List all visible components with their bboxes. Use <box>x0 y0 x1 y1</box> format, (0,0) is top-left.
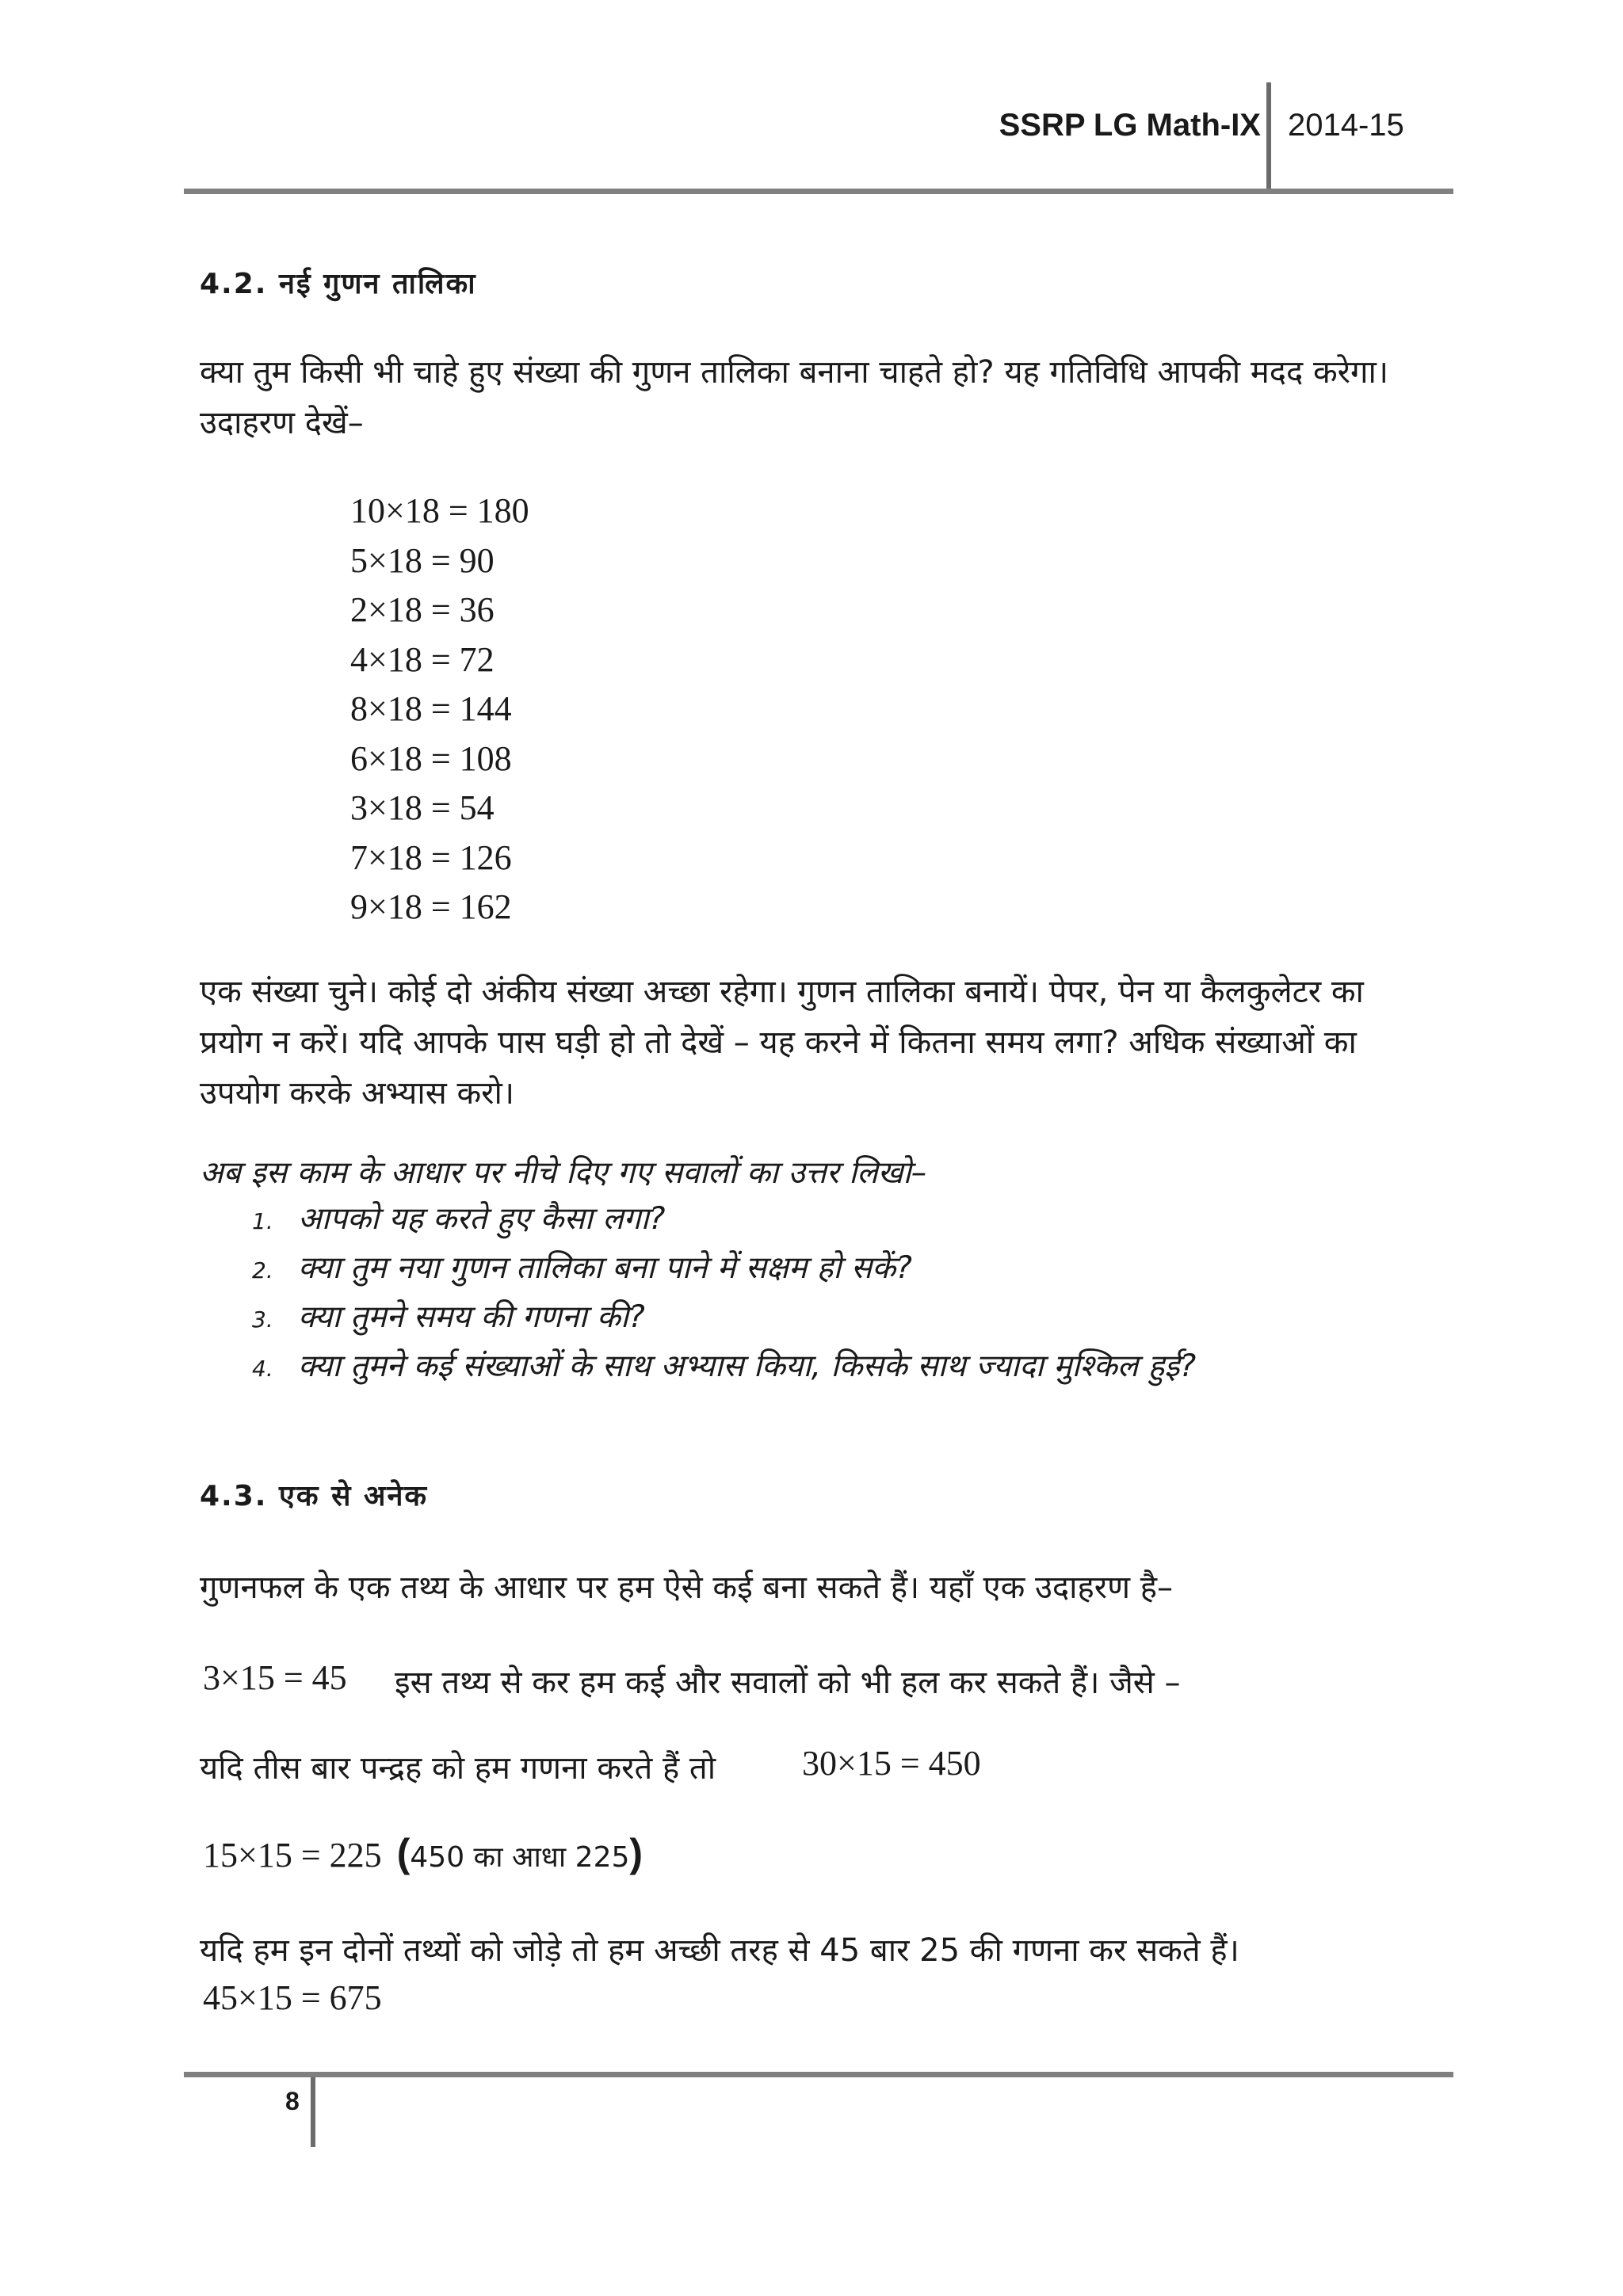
table-row: 6×18 = 108 <box>350 738 512 778</box>
question-text: आपको यह करते हुए कैसा लगा? <box>298 1201 666 1237</box>
fifteen-squared-equation: 15×15 = 225 <box>203 1836 382 1875</box>
question-text: क्या तुम नया गुणन तालिका बना पाने में सक्षम हो सकें? <box>298 1250 912 1286</box>
list-item <box>252 1244 1196 1293</box>
table-row: 4×18 = 72 <box>350 639 495 679</box>
thirty-times-text: यदि तीस बार पन्द्रह को हम गणना करते हैं तो <box>200 1750 716 1787</box>
header-rule <box>184 189 1453 194</box>
table-row: 2×18 = 36 <box>350 590 495 629</box>
questions-list <box>252 1195 1196 1391</box>
table-row: 8×18 = 144 <box>350 689 512 728</box>
question-number: 4. <box>252 1356 273 1382</box>
section-heading-4-3: 4.3. एक से अनेक <box>200 1480 429 1512</box>
thirty-times-equation: 30×15 = 450 <box>802 1744 981 1783</box>
table-row: 10×18 = 180 <box>350 491 529 530</box>
question-text: क्या तुमने कई संख्याओं के साथ अभ्यास किया, किसके साथ ज्यादा मुश्किल हुई? <box>298 1348 1197 1384</box>
section-4-2-instructions: एक संख्या चुने। कोई दो अंकीय संख्या अच्छा रहेगा। गुणन तालिका बनायें। पेपर, पेन या कैलकुलेटर का प्रयोग न करें। यदि आपके पास घड़ी हो तो देखें – यह करने में कितना समय लगा? अधिक संख्याओं का उपयोग करके अभ्यास करो। <box>200 974 1364 1112</box>
multiplication-table <box>350 486 529 933</box>
footer-divider <box>311 2077 315 2147</box>
fact-description: इस तथ्य से कर हम कई और सवालों को भी हल कर सकते हैं। जैसे – <box>395 1665 1181 1701</box>
list-item <box>252 1195 1196 1244</box>
page-number: 8 <box>285 2087 300 2115</box>
header-divider <box>1266 82 1271 193</box>
fact-equation: 3×15 = 45 <box>203 1658 347 1697</box>
section-4-2-intro: क्या तुम किसी भी चाहे हुए संख्या की गुणन तालिका बनाना चाहते हो? यह गतिविधि आपकी मदद करेगा। उदाहरण देखें– <box>200 354 1389 441</box>
combine-text: यदि हम इन दोनों तथ्यों को जोड़े तो हम अच्छी तरह से 45 बार 25 की गणना कर सकते हैं। <box>200 1932 1239 1969</box>
fifteen-squared-line <box>203 1830 643 1876</box>
question-number: 1. <box>252 1208 273 1234</box>
question-number: 3. <box>252 1306 273 1333</box>
fifteen-squared-note: 450 का आधा 225 <box>410 1841 630 1874</box>
header-title: SSRP LG Math-IX <box>999 108 1261 143</box>
section-4-3-intro: गुणनफल के एक तथ्य के आधार पर हम ऐसे कई बना सकते हैं। यहाँ एक उदाहरण है– <box>200 1569 1173 1606</box>
open-paren: ( <box>396 1831 411 1875</box>
close-paren: ) <box>629 1831 643 1875</box>
section-heading-4-2: 4.2. नई गुणन तालिका <box>200 268 477 300</box>
combine-equation: 45×15 = 675 <box>203 1978 382 2017</box>
header-year: 2014-15 <box>1288 108 1404 143</box>
table-row: 3×18 = 54 <box>350 788 495 827</box>
table-row: 9×18 = 162 <box>350 887 512 926</box>
questions-intro: अब इस काम के आधार पर नीचे दिए गए सवालों का उत्तर लिखो– <box>200 1155 927 1191</box>
footer-rule <box>184 2072 1453 2077</box>
list-item <box>252 1342 1196 1391</box>
question-text: क्या तुमने समय की गणना की? <box>298 1299 645 1335</box>
table-row: 5×18 = 90 <box>350 540 495 580</box>
table-row: 7×18 = 126 <box>350 837 512 877</box>
question-number: 2. <box>252 1257 273 1283</box>
list-item <box>252 1293 1196 1342</box>
